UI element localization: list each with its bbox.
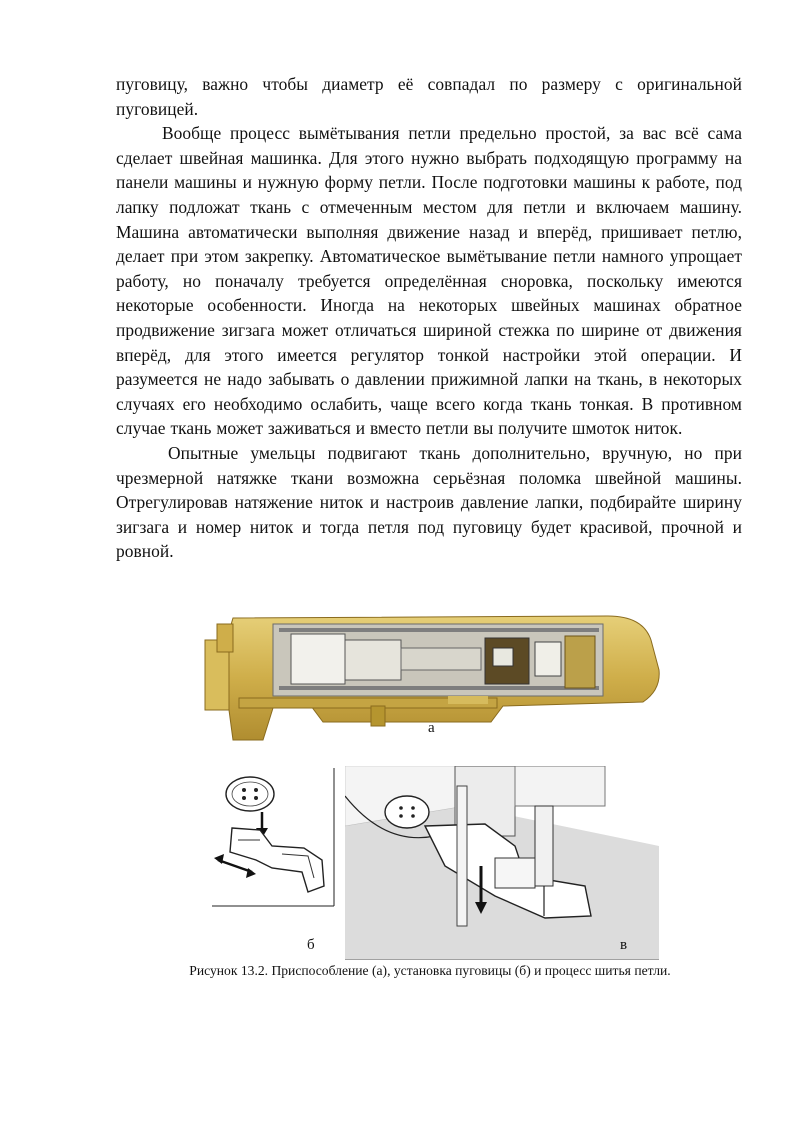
figure-label-b: б [307, 937, 315, 953]
figure-label-c: в [620, 937, 628, 953]
body-text [116, 72, 742, 564]
paragraph-1: пуговицу, важно чтобы диаметр её совпадал по размеру с оригинальной пуговицей. [116, 74, 742, 119]
figure-label-a: а [428, 720, 435, 736]
paragraph-2: Вообще процесс вымётывания петли предельно простой, за вас всё сама сделает швейная машинка. Для этого нужно выбрать подходящую программу на панели машины и нужную форму петли. После подготовки машины к работе, под лапку подложат ткань с отмеченным местом для петли и включаем машину. Машина автоматически выполняя движение назад и вперёд, пришивает петлю, делает при этом закрепку. Автоматическое вымётывание петли намного упрощает работу, но поначалу требуется определённая сноровка, поскольку имеются некоторые особенности. Иногда на некоторых швейных машинах обратное продвижение зигзага может отличаться шириной стежка по ширине от движения вперёд, для этого имеется регулятор тонкой настройки этой операции. И разумеется не надо забывать о давлении прижимной лапки на ткань, в некоторых случаях его необходимо ослабить, чаще всего когда ткань тонкая. В противном случае ткань может заживаться и вместо петли вы получите шмоток ниток. [116, 123, 742, 439]
figure-caption: Рисунок 13.2. Приспособление (а), установка пуговицы (б) и процесс шитья петли. [189, 963, 671, 978]
button-placement-drawing [212, 768, 340, 908]
sewing-process-drawing [345, 766, 659, 960]
paragraph-3: Опытные умельцы подвигают ткань дополнительно, вручную, но при чрезмерной натяжке ткани возможна серьёзная поломка швейной машины. Отрегулировав натяжение ниток и настроив давление лапки, подбирайте ширину зигзага и номер ниток и тогда петля под пуговицу будет красивой, прочной и ровной. [116, 442, 742, 562]
